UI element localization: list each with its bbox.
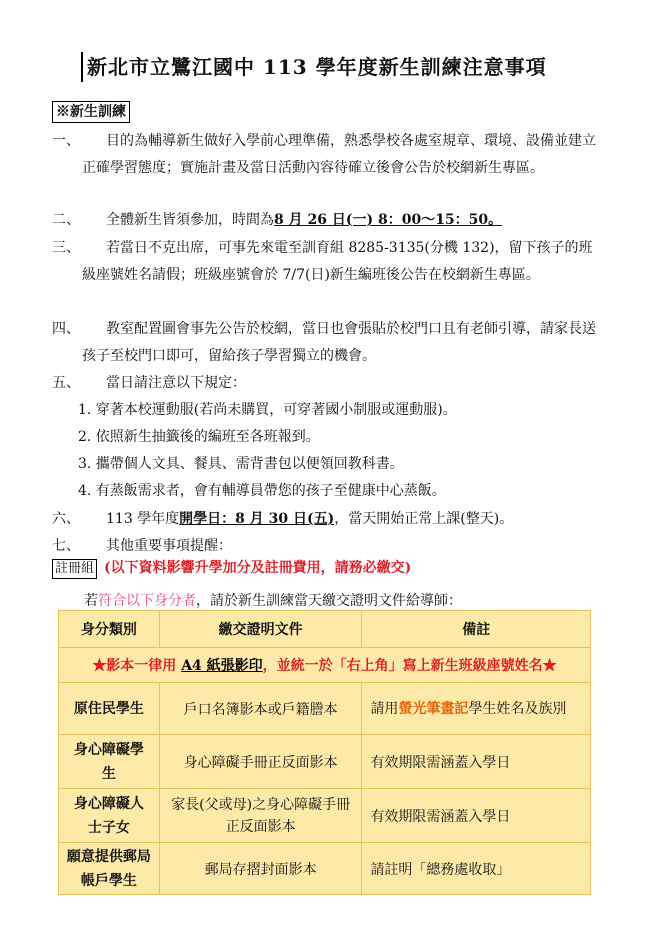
item-text: 教室配置圖會事先公告於校網，當日也會張貼於校門口且有老師引導，請家長送孩子至校門口即可，留給孩子學習獨立的機會。 [82, 321, 596, 364]
page-title: 新北市立鷺江國中 113 學年度新生訓練注意事項 [81, 52, 607, 82]
school-start-highlight: 開學日：8 月 30 日(五) [179, 511, 335, 527]
table-row [59, 843, 591, 895]
rule-item: 2. 依照新生抽籤後的編班至各班報到。 [78, 429, 320, 445]
time-highlight: 8 月 26 日(一) 8：00～15：50。 [274, 212, 503, 228]
row-type: 願意提供郵局帳戶學生 [59, 843, 160, 895]
table-intro: 若符合以下身分者，請於新生訓練當天繳交證明文件給導師： [84, 593, 462, 609]
registration-tag: 註冊組 [52, 559, 97, 579]
header-doc: 繳交證明文件 [159, 611, 362, 648]
item-number: 四、 [52, 321, 80, 337]
row-type: 原住民學生 [59, 683, 160, 735]
row-note: 請用螢光筆畫記學生姓名及族別 [362, 683, 591, 735]
table-row [59, 735, 591, 789]
row-note: 有效期限需涵蓋入學日 [362, 735, 591, 789]
item-text: 全體新生皆須參加，時間為8 月 26 日(一) 8：00～15：50。 [106, 212, 503, 228]
row-note: 有效期限需涵蓋入學日 [362, 789, 591, 843]
item-text: 若當日不克出席，可事先來電至訓育組 8285-3135(分機 132)，留下孩子的班級座號姓名請假；班級座號會於 7/7(日)新生編班後公告在校網新生專區。 [82, 240, 593, 283]
item-number: 七、 [52, 538, 80, 554]
list-item [52, 506, 600, 533]
list-item [52, 128, 600, 209]
row-doc: 郵局存摺封面影本 [159, 843, 362, 895]
row-type: 身心障礙學生 [59, 735, 160, 789]
item-number: 五、 [52, 375, 80, 391]
list-item [52, 235, 600, 316]
list-item [52, 316, 600, 370]
table-header-row [59, 611, 591, 648]
document-table [58, 610, 591, 895]
registration-note: (以下資料影響升學加分及註冊費用，請務必繳交) [104, 560, 412, 576]
notice-row [59, 648, 591, 683]
list-item [52, 533, 600, 560]
row-note: 請註明「總務處收取」 [362, 843, 591, 895]
rule-item: 1. 穿著本校運動服(若尚未購買，可穿著國小制服或運動服)。 [78, 402, 457, 418]
table-row [59, 789, 591, 843]
item-number: 六、 [52, 511, 80, 527]
item-text: 113 學年度開學日：8 月 30 日(五)，當天開始正常上課(整天)。 [106, 511, 514, 527]
rule-item: 4. 有蒸飯需求者，會有輔導員帶您的孩子至健康中心蒸飯。 [78, 483, 446, 499]
list-item [52, 207, 600, 234]
row-doc: 戶口名簿影本或戶籍謄本 [159, 683, 362, 735]
header-note: 備註 [362, 611, 591, 648]
copy-notice: ★影本一律用 A4 紙張影印，並統一於「右上角」寫上新生班級座號姓名★ [59, 648, 591, 683]
header-type: 身分類別 [59, 611, 160, 648]
item-text: 其他重要事項提醒： [106, 538, 232, 554]
item-text: 當日請注意以下規定： [106, 375, 246, 391]
item-number: 一、 [52, 133, 80, 149]
row-doc: 身心障礙手冊正反面影本 [159, 735, 362, 789]
section-tag: ※新生訓練 [52, 101, 130, 123]
item-number: 三、 [52, 240, 80, 256]
item-number: 二、 [52, 212, 80, 228]
row-doc: 家長(父或母)之身心障礙手冊正反面影本 [159, 789, 362, 843]
table-row [59, 683, 591, 735]
item-text: 目的為輔導新生做好入學前心理準備，熟悉學校各處室規章、環境、設備並建立正確學習態度；實施計畫及當日活動內容待確立後會公告於校網新生專區。 [82, 133, 596, 176]
rule-item: 3. 攜帶個人文具、餐具、需背書包以便領回教科書。 [78, 456, 404, 472]
list-item [52, 370, 600, 397]
row-type: 身心障礙人士子女 [59, 789, 160, 843]
